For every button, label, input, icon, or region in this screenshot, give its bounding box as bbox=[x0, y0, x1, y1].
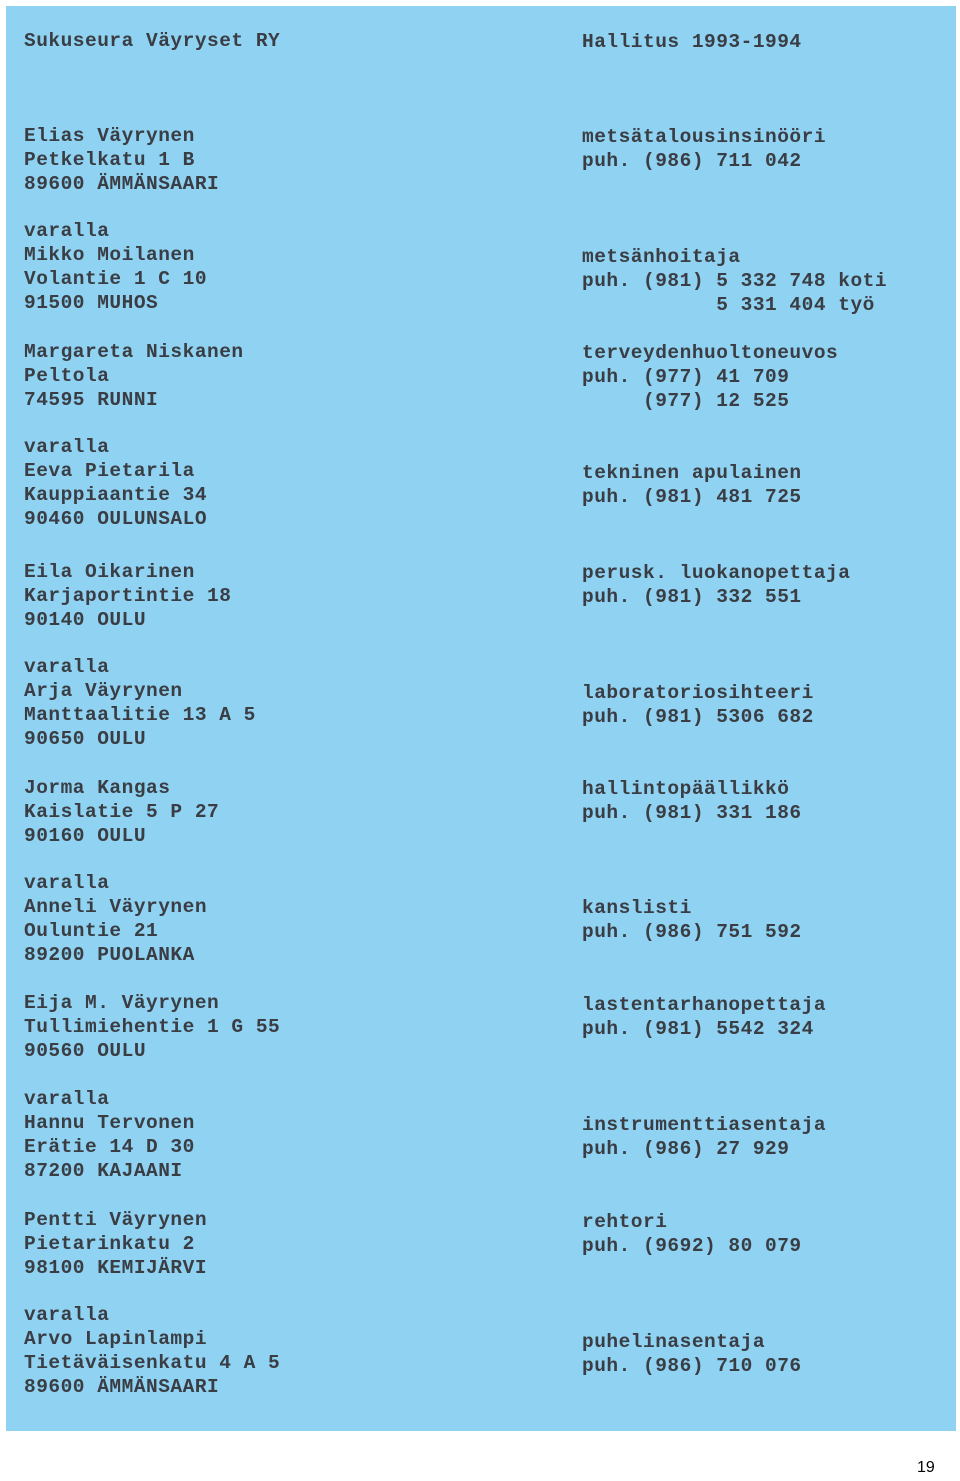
address-line: varalla bbox=[24, 1304, 110, 1326]
address-line: varalla bbox=[24, 656, 110, 678]
address-line: Kauppiaantie 34 bbox=[24, 484, 208, 506]
address-line: Volantie 1 C 10 bbox=[24, 268, 208, 290]
address-line: Karjaportintie 18 bbox=[24, 585, 232, 607]
address-line: Mikko Moilanen bbox=[24, 244, 195, 266]
occupation: rehtori bbox=[582, 1211, 668, 1233]
address-line: varalla bbox=[24, 1088, 110, 1110]
phone-line: 5 331 404 työ bbox=[582, 294, 875, 316]
address-line: Elias Väyrynen bbox=[24, 125, 195, 147]
address-line: Erätie 14 D 30 bbox=[24, 1136, 195, 1158]
address-line: Hannu Tervonen bbox=[24, 1112, 195, 1134]
phone-line: puh. (986) 711 042 bbox=[582, 150, 802, 172]
address-line: Pentti Väyrynen bbox=[24, 1209, 208, 1231]
address-line: Eila Oikarinen bbox=[24, 561, 195, 583]
address-line: Peltola bbox=[24, 365, 110, 387]
occupation: kanslisti bbox=[582, 897, 692, 919]
address-line: 90560 OULU bbox=[24, 1040, 147, 1062]
page-number: 19 bbox=[917, 1459, 935, 1476]
address-line: Margareta Niskanen bbox=[24, 341, 244, 363]
address-line: Eija M. Väyrynen bbox=[24, 992, 220, 1014]
occupation: hallintopäällikkö bbox=[582, 778, 790, 800]
occupation: tekninen apulainen bbox=[582, 462, 802, 484]
address-line: 74595 RUNNI bbox=[24, 389, 159, 411]
phone-line: puh. (981) 5306 682 bbox=[582, 706, 814, 728]
occupation: metsätalousinsinööri bbox=[582, 126, 827, 148]
phone-line: puh. (9692) 80 079 bbox=[582, 1235, 802, 1257]
address-line: Arvo Lapinlampi bbox=[24, 1328, 208, 1350]
phone-line: puh. (981) 332 551 bbox=[582, 586, 802, 608]
address-line: varalla bbox=[24, 872, 110, 894]
address-line: 89600 ÄMMÄNSAARI bbox=[24, 173, 220, 195]
occupation: metsänhoitaja bbox=[582, 246, 741, 268]
address-line: 90160 OULU bbox=[24, 825, 147, 847]
phone-line: puh. (986) 710 076 bbox=[582, 1355, 802, 1377]
phone-line: puh. (977) 41 709 bbox=[582, 366, 790, 388]
phone-line: puh. (981) 5542 324 bbox=[582, 1018, 814, 1040]
occupation: laboratoriosihteeri bbox=[582, 682, 814, 704]
address-line: Anneli Väyrynen bbox=[24, 896, 208, 918]
occupation: perusk. luokanopettaja bbox=[582, 562, 851, 584]
address-line: Pietarinkatu 2 bbox=[24, 1233, 195, 1255]
phone-line: puh. (981) 481 725 bbox=[582, 486, 802, 508]
address-line: 89600 ÄMMÄNSAARI bbox=[24, 1376, 220, 1398]
phone-line: puh. (981) 5 332 748 koti bbox=[582, 270, 888, 292]
address-line: 98100 KEMIJÄRVI bbox=[24, 1257, 208, 1279]
address-line: Manttaalitie 13 A 5 bbox=[24, 704, 256, 726]
occupation: puhelinasentaja bbox=[582, 1331, 766, 1353]
address-line: Tullimiehentie 1 G 55 bbox=[24, 1016, 281, 1038]
scanned-page bbox=[6, 6, 956, 1431]
address-line: 90140 OULU bbox=[24, 609, 147, 631]
address-line: 91500 MUHOS bbox=[24, 292, 159, 314]
address-line: varalla bbox=[24, 436, 110, 458]
phone-line: (977) 12 525 bbox=[582, 390, 790, 412]
address-line: Jorma Kangas bbox=[24, 777, 171, 799]
occupation: instrumenttiasentaja bbox=[582, 1114, 827, 1136]
phone-line: puh. (981) 331 186 bbox=[582, 802, 802, 824]
address-line: 90650 OULU bbox=[24, 728, 147, 750]
address-line: Arja Väyrynen bbox=[24, 680, 183, 702]
occupation: terveydenhuoltoneuvos bbox=[582, 342, 839, 364]
org-name: Sukuseura Väyryset RY bbox=[24, 30, 281, 52]
address-line: 90460 OULUNSALO bbox=[24, 508, 208, 530]
address-line: Petkelkatu 1 B bbox=[24, 149, 195, 171]
occupation: lastentarhanopettaja bbox=[582, 994, 827, 1016]
address-line: Eeva Pietarila bbox=[24, 460, 195, 482]
address-line: Ouluntie 21 bbox=[24, 920, 159, 942]
address-line: Tietäväisenkatu 4 A 5 bbox=[24, 1352, 281, 1374]
board-title: Hallitus 1993-1994 bbox=[582, 31, 802, 53]
phone-line: puh. (986) 751 592 bbox=[582, 921, 802, 943]
address-line: varalla bbox=[24, 220, 110, 242]
address-line: Kaislatie 5 P 27 bbox=[24, 801, 220, 823]
address-line: 89200 PUOLANKA bbox=[24, 944, 195, 966]
address-line: 87200 KAJAANI bbox=[24, 1160, 183, 1182]
phone-line: puh. (986) 27 929 bbox=[582, 1138, 790, 1160]
